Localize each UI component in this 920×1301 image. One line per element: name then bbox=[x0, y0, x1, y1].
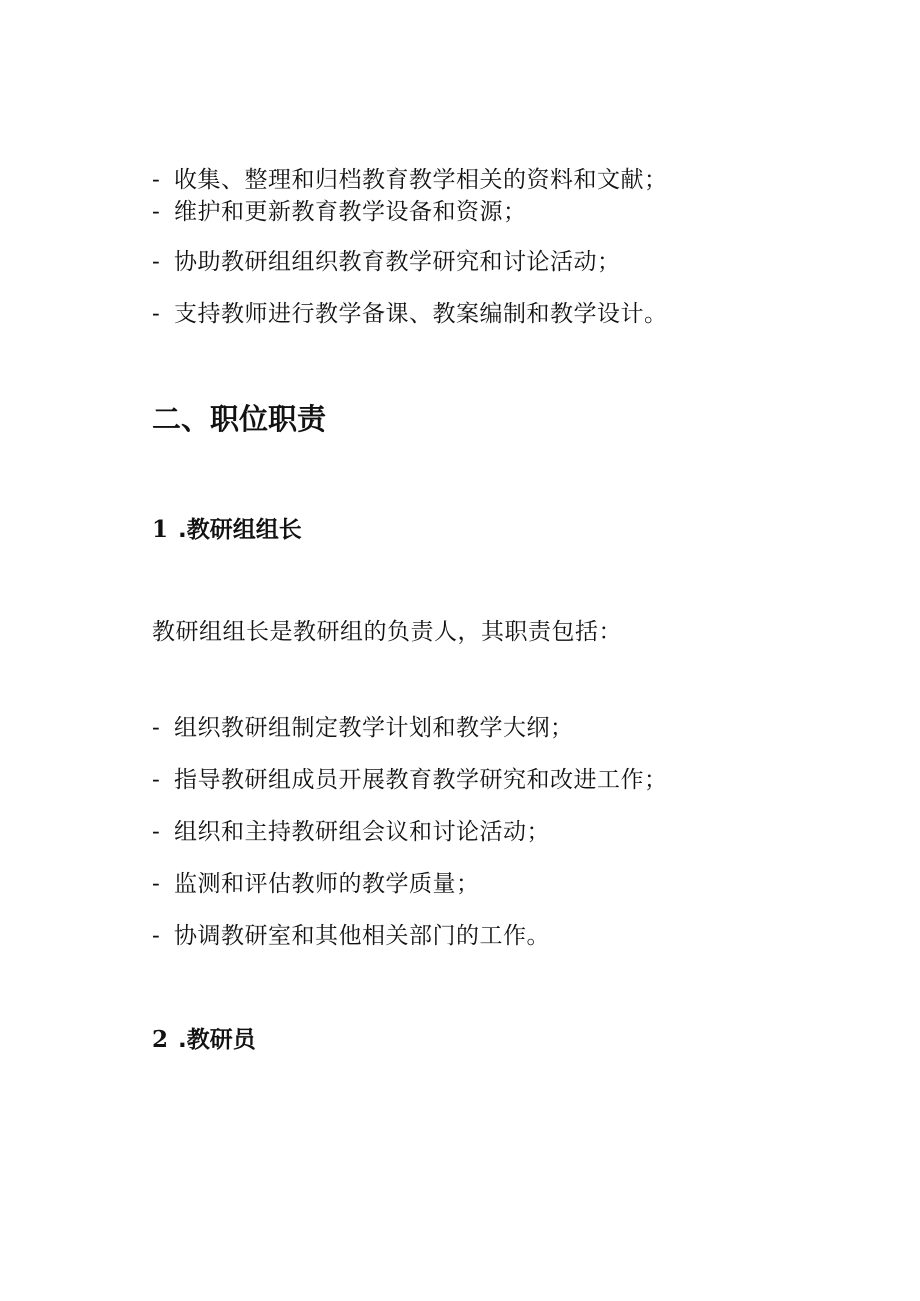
bullet-dash: - bbox=[152, 923, 161, 949]
list-item bbox=[152, 166, 668, 194]
list-item bbox=[152, 714, 574, 742]
list-item-text: 指导教研组成员开展教育教学研究和改进工作； bbox=[174, 767, 668, 793]
list-item bbox=[152, 198, 527, 226]
list-item bbox=[152, 300, 668, 328]
bullet-dash: - bbox=[152, 301, 161, 327]
subheading-leader bbox=[152, 516, 302, 544]
section-heading: 二、职位职责 bbox=[152, 402, 327, 436]
bullet-dash: - bbox=[152, 871, 161, 897]
intro-paragraph: 教研组组长是教研组的负责人，其职责包括： bbox=[152, 619, 622, 645]
list-item-text: 组织和主持教研组会议和讨论活动； bbox=[174, 819, 550, 845]
list-item bbox=[152, 248, 621, 276]
subheading-number: 1 bbox=[152, 516, 169, 543]
subheading-title: .教研组组长 bbox=[178, 517, 302, 543]
bullet-dash: - bbox=[152, 767, 161, 793]
list-item-text: 收集、整理和归档教育教学相关的资料和文献； bbox=[174, 167, 668, 193]
list-item-text: 支持教师进行教学备课、教案编制和教学设计。 bbox=[174, 301, 668, 327]
bullet-dash: - bbox=[152, 819, 161, 845]
list-item bbox=[152, 870, 480, 898]
list-item-text: 监测和评估教师的教学质量； bbox=[174, 871, 480, 897]
subheading-title: .教研员 bbox=[178, 1027, 256, 1053]
bullet-dash: - bbox=[152, 167, 161, 193]
list-item bbox=[152, 766, 668, 794]
subheading-researcher bbox=[152, 1026, 256, 1054]
bullet-dash: - bbox=[152, 249, 161, 275]
list-item-text: 组织教研组制定教学计划和教学大纲； bbox=[174, 715, 574, 741]
list-item-text: 维护和更新教育教学设备和资源； bbox=[174, 199, 527, 225]
list-item-text: 协助教研组组织教育教学研究和讨论活动； bbox=[174, 249, 621, 275]
subheading-number: 2 bbox=[152, 1026, 169, 1053]
list-item bbox=[152, 818, 550, 846]
list-item-text: 协调教研室和其他相关部门的工作。 bbox=[174, 923, 550, 949]
bullet-dash: - bbox=[152, 199, 161, 225]
bullet-dash: - bbox=[152, 715, 161, 741]
list-item bbox=[152, 922, 550, 950]
